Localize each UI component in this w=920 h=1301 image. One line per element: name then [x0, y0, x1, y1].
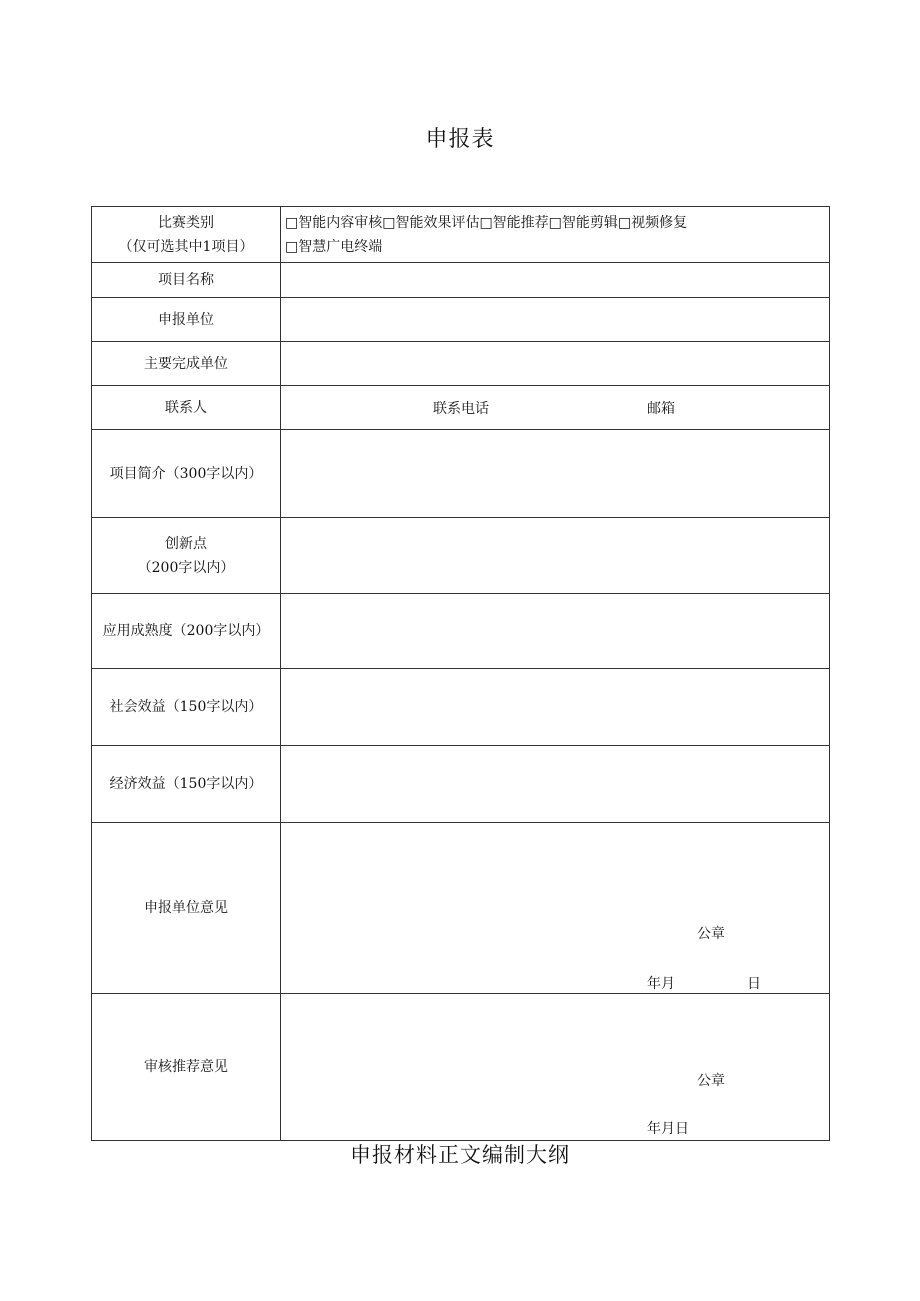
- maturity-field[interactable]: [281, 594, 830, 669]
- category-label: 比赛类别: [158, 214, 214, 231]
- applicant-unit-label: 申报单位: [92, 298, 281, 342]
- summary-field[interactable]: [281, 430, 830, 518]
- category-options-cell[interactable]: [281, 207, 830, 263]
- innovation-label-cell: [92, 518, 281, 594]
- row-summary: [92, 430, 830, 518]
- main-unit-field[interactable]: [281, 342, 830, 386]
- phone-label: 联系电话: [433, 401, 489, 417]
- project-name-field[interactable]: [281, 263, 830, 298]
- row-maturity: [92, 594, 830, 669]
- maturity-label: 应用成熟度（200字以内）: [92, 594, 281, 669]
- category-label-note: （仅可选其中1项目）: [118, 238, 254, 255]
- unit-date-day: 日: [747, 976, 761, 992]
- contact-field[interactable]: [281, 386, 830, 430]
- row-category: [92, 207, 830, 263]
- project-name-label: 项目名称: [92, 263, 281, 298]
- innovation-label: 创新点: [165, 535, 207, 552]
- email-label: 邮箱: [647, 401, 675, 417]
- economic-benefit-label: 经济效益（150字以内）: [92, 746, 281, 823]
- outline-heading: 申报材料正文编制大纲: [350, 1143, 570, 1167]
- application-form: [91, 206, 830, 1141]
- row-unit-opinion: [92, 823, 830, 994]
- row-project-name: [92, 263, 830, 298]
- innovation-field[interactable]: [281, 518, 830, 594]
- contact-label: 联系人: [92, 386, 281, 430]
- main-unit-label: 主要完成单位: [92, 342, 281, 386]
- category-options-line1[interactable]: □智能内容审核□智能效果评估□智能推荐□智能剪辑□视频修复: [285, 214, 688, 231]
- unit-opinion-field[interactable]: [281, 823, 830, 994]
- summary-label: 项目简介（300字以内）: [92, 430, 281, 518]
- category-options-line2[interactable]: □智慧广电终端: [285, 238, 383, 255]
- row-innovation: [92, 518, 830, 594]
- unit-opinion-label: 申报单位意见: [92, 823, 281, 994]
- social-benefit-field[interactable]: [281, 669, 830, 746]
- category-label-cell: [92, 207, 281, 263]
- review-opinion-field[interactable]: [281, 994, 830, 1141]
- row-contact: [92, 386, 830, 430]
- unit-seal-label: 公章: [697, 926, 725, 942]
- review-date: 年月日: [647, 1121, 689, 1137]
- review-opinion-label: 审核推荐意见: [92, 994, 281, 1141]
- row-review-opinion: [92, 994, 830, 1141]
- innovation-label-note: （200字以内）: [137, 559, 235, 576]
- row-applicant-unit: [92, 298, 830, 342]
- unit-date-year-month: 年月: [647, 976, 675, 992]
- social-benefit-label: 社会效益（150字以内）: [92, 669, 281, 746]
- applicant-unit-field[interactable]: [281, 298, 830, 342]
- row-economic: [92, 746, 830, 823]
- row-social: [92, 669, 830, 746]
- economic-benefit-field[interactable]: [281, 746, 830, 823]
- page-title: 申报表: [425, 127, 495, 152]
- row-main-unit: [92, 342, 830, 386]
- review-seal-label: 公章: [697, 1073, 725, 1089]
